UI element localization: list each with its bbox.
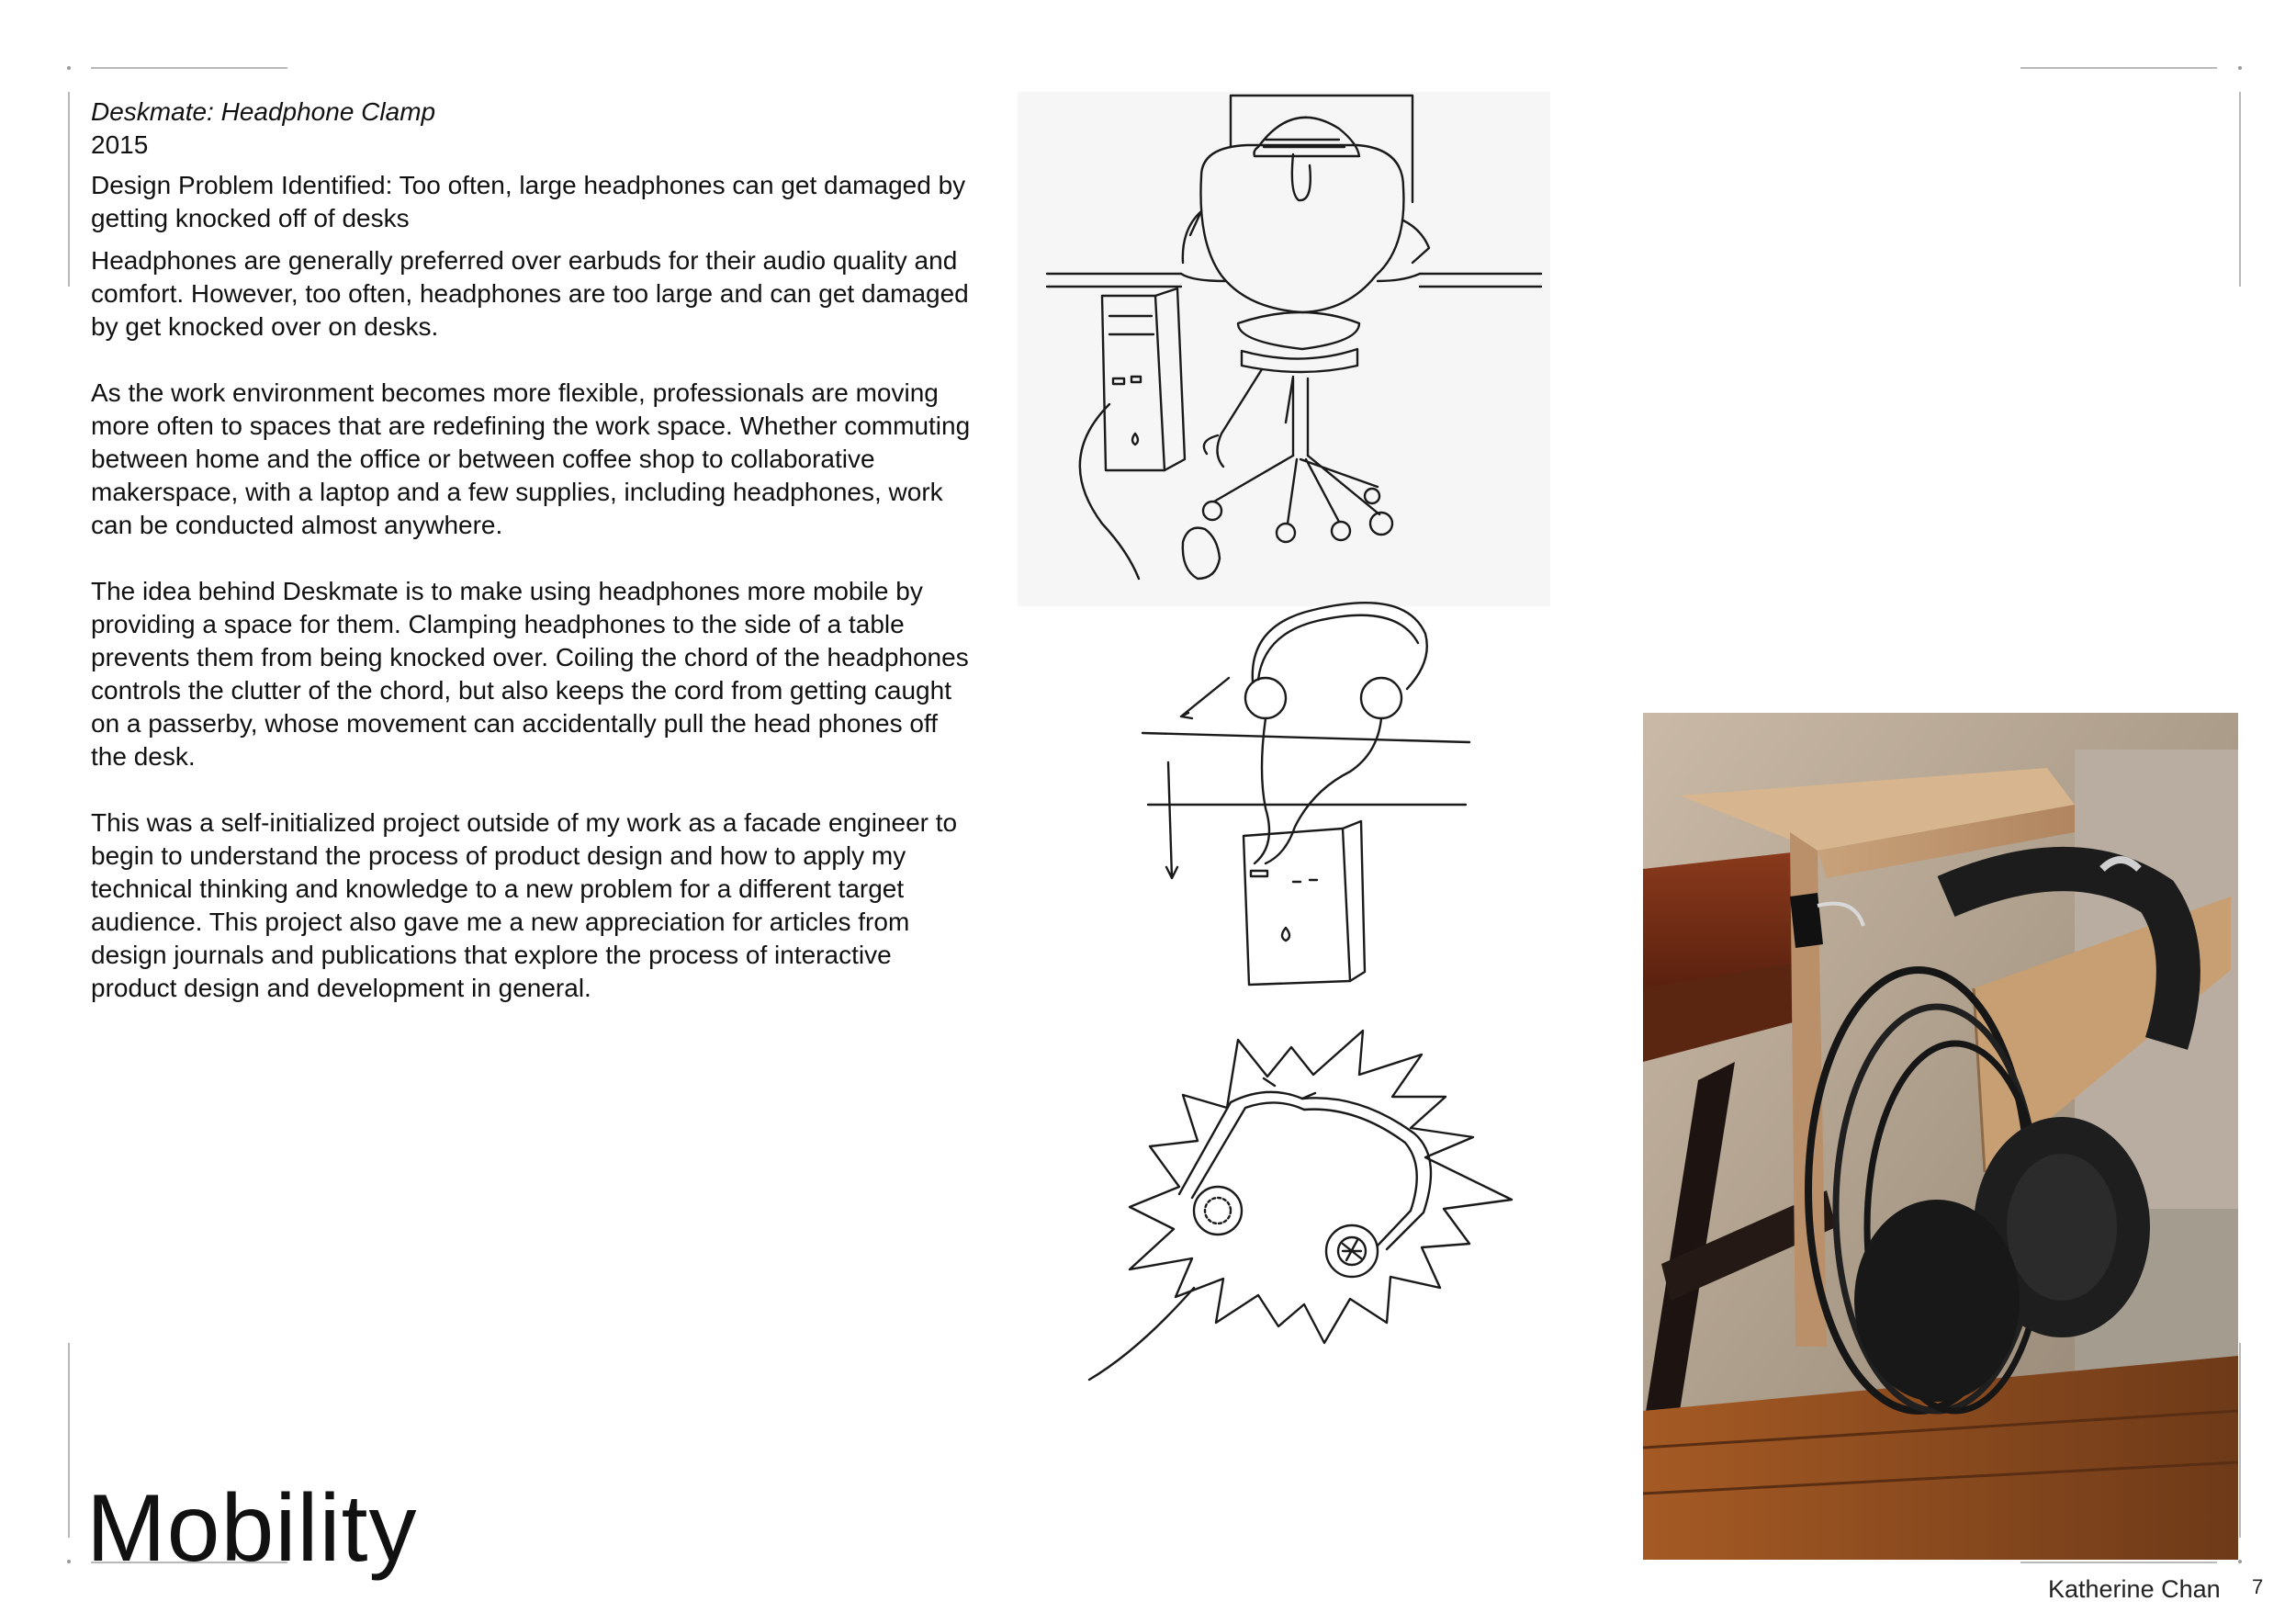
crop-tick: [67, 66, 71, 70]
design-problem: Design Problem Identified: Too often, large headphones can get damaged by getting knocked off of desks: [91, 171, 966, 232]
paragraph-1: Headphones are generally preferred over earbuds for their audio quality and comfort. However, too often, headphones are too large and can get damaged by get knocked over on desks.: [91, 246, 969, 341]
page-number: 7: [2252, 1575, 2264, 1598]
prototype-photo: [1643, 713, 2238, 1560]
broken-headphones-sketch: [1084, 1020, 1525, 1405]
right-top-vertical-rule: [2239, 92, 2241, 287]
left-bottom-vertical-rule: [68, 1343, 70, 1538]
crop-tick: [2238, 66, 2242, 70]
crop-tick: [67, 1560, 71, 1563]
author-name: Katherine Chan: [2048, 1575, 2221, 1603]
project-title: Deskmate: Headphone Clamp: [91, 97, 436, 126]
project-description: [91, 96, 973, 1038]
paragraph-4: This was a self-initialized project outside of my work as a facade engineer to begin to understand the process of product design and how to apply my technical thinking and knowledge to a new problem for a different target audience. This project also gave me a new appreciation for articles from design journals and publications that explore the process of interactive product design and development in general.: [91, 808, 958, 1002]
paragraph-3: The idea behind Deskmate is to make using headphones more mobile by providing a space for them. Clamping headphones to the side of a table prevents them from being knocked over. Coiling the chord of the headphones controls the clutter of the chord, but also keeps the cord from getting caught on a passerby, whose movement can accidentally pull the head phones off the desk.: [91, 577, 969, 771]
crop-tick: [2238, 1560, 2242, 1563]
paragraph-2: As the work environment becomes more flexible, professionals are moving more often to spaces that are redefining the work space. Whether commuting between home and the office or between coffee shop to collaborative makerspace, with a laptop and a few supplies, including headphones, work can be conducted almost anywhere.: [91, 378, 971, 539]
headphone-clamp-sketch: [1130, 588, 1479, 992]
left-top-vertical-rule: [68, 92, 70, 287]
bottom-right-rule: [2020, 1562, 2217, 1563]
top-right-rule: [2020, 67, 2217, 69]
project-year: 2015: [91, 130, 149, 159]
desk-chair-sketch: [1018, 92, 1550, 606]
section-heading: Mobility: [86, 1475, 418, 1582]
top-left-rule: [91, 67, 287, 69]
right-bottom-vertical-rule: [2239, 1343, 2241, 1538]
